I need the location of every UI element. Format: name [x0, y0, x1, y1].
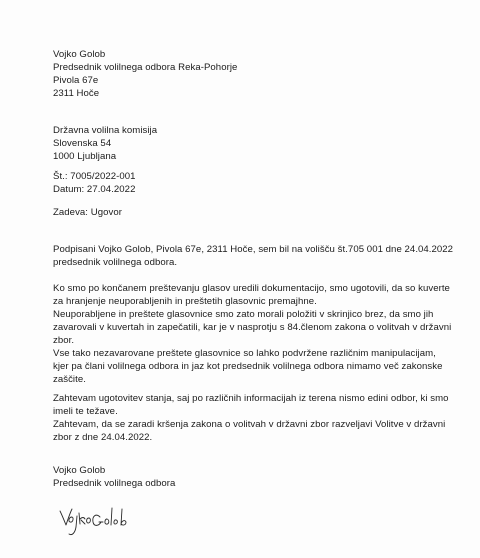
- body-line: zaščite.: [53, 374, 86, 385]
- closing-title: Predsednik volilnega odbora: [53, 478, 176, 489]
- body-line: kjer pa člani volilnega odbora in jaz kot predsednik volilnega odbora nimamo več zakonske: [53, 361, 443, 372]
- body-line: Ko smo po končanem preštevanju glasov uredili dokumentacijo, smo ugotovili, da so kuverte: [53, 283, 450, 294]
- subject-text: Zadeva: Ugovor: [53, 207, 122, 218]
- reference-block: [53, 170, 453, 196]
- recipient-name: Državna volilna komisija: [53, 125, 158, 136]
- intro-paragraph: [53, 243, 453, 269]
- body-line: zbor.: [53, 335, 75, 346]
- sender-address: [53, 48, 453, 100]
- reference-date: Datum: 27.04.2022: [53, 184, 136, 195]
- closing-block: [53, 464, 453, 490]
- subject-line: [53, 206, 453, 219]
- closing-name: Vojko Golob: [53, 465, 106, 476]
- intro-line: Podpisani Vojko Golob, Pivola 67e, 2311 Hoče, sem bil na volišču št.705 001 dne 24.04.2022: [53, 244, 454, 255]
- body-line: za hranjenje neuporabljenih in preštetih glasovnic premajhne.: [53, 296, 317, 307]
- request-line: imeli te težave.: [53, 406, 118, 417]
- sender-title: Predsednik volilnega odbora Reka-Pohorje: [53, 62, 238, 73]
- request-line: Zahtevam, da se zaradi kršenja zakona o volitvah v državni zbor razveljavi Volitve v državni: [53, 419, 446, 430]
- body-line: Neuporabljene in preštete glasovnice smo zato morali položiti v skrinjico brez, da smo jih: [53, 309, 434, 320]
- recipient-address: [53, 124, 453, 163]
- body-line: Vse tako nezavarovane preštete glasovnice so lahko podvržene različnim manipulacijam,: [53, 348, 436, 359]
- handwritten-signature: [58, 503, 138, 539]
- reference-number: Št.: 7005/2022-001: [53, 171, 136, 182]
- body-paragraph: [53, 282, 453, 386]
- sender-street: Pivola 67e: [53, 75, 99, 86]
- request-line: Zahtevam ugotovitev stanja, saj po različnih informacijah iz terena nismo edini odbor, ki smo: [53, 393, 449, 404]
- sender-city: 2311 Hoče: [53, 88, 100, 99]
- intro-line: predsednik volilnega odbora.: [53, 257, 178, 268]
- sender-name: Vojko Golob: [53, 49, 106, 60]
- request-line: zbor z dne 24.04.2022.: [53, 432, 153, 443]
- recipient-street: Slovenska 54: [53, 138, 112, 149]
- recipient-city: 1000 Ljubljana: [53, 151, 117, 162]
- body-line: zavarovali v kuvertah in zapečatili, kar je v nasprotju s 84.členom zakona o volitvah v državni: [53, 322, 452, 333]
- requests-paragraph: [53, 392, 453, 444]
